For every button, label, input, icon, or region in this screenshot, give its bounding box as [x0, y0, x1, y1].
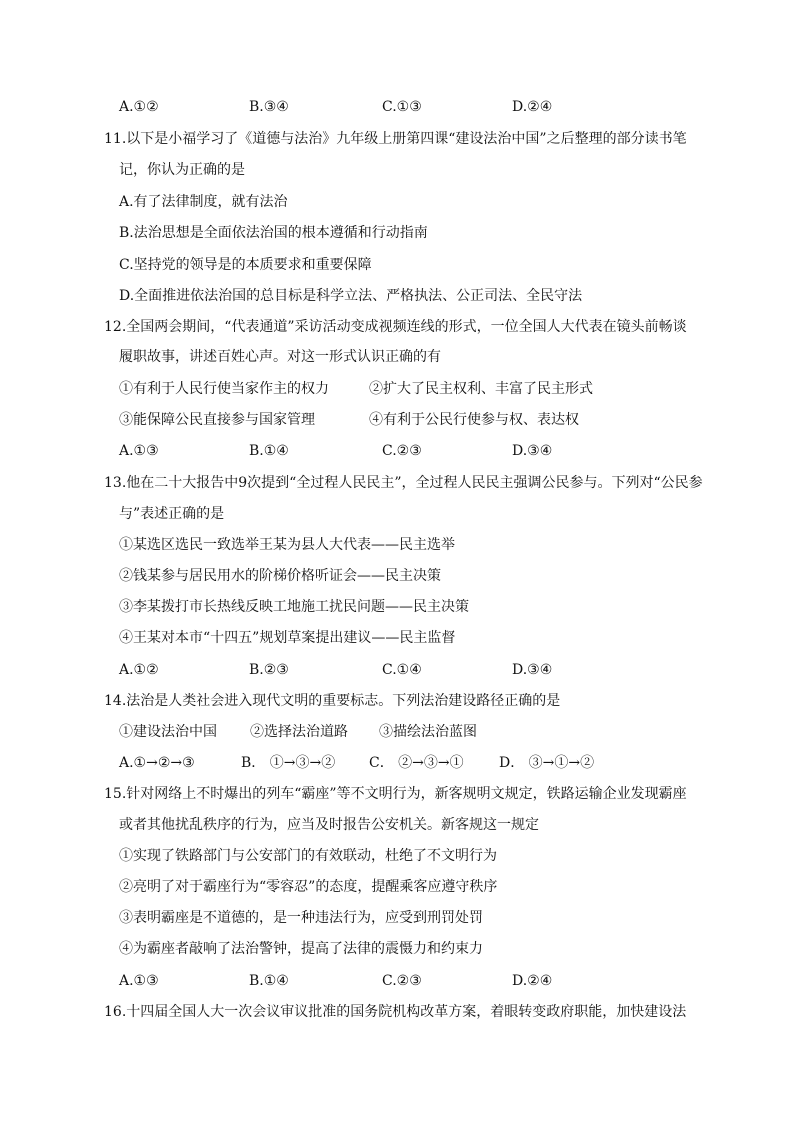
question-11-stem: 11.以下是小福学习了《道德与法治》九年级上册第四课“建设法治中国”之后整理的部分读书笔 [104, 131, 687, 147]
question-15-statement-1: ①实现了铁路部门与公安部门的有效联动，杜绝了不文明行为 [119, 848, 497, 864]
question-12-statements-row1 [119, 379, 679, 399]
question-13-statement-3: ③李某拨打市长热线反映工地施工扰民问题——民主决策 [119, 599, 469, 615]
option-a: A.①→②→③ [119, 755, 195, 771]
option-c: C.②③ [382, 443, 422, 459]
option-d: D.②④ [512, 99, 553, 115]
statement-2: ②扩大了民主权利、丰富了民主形式 [369, 381, 593, 397]
option-c: C.①③ [382, 99, 422, 115]
option-b: B.②③ [249, 662, 289, 678]
option-a: A.①③ [119, 973, 159, 989]
statement-1: ①建设法治中国 [119, 724, 217, 740]
option-a: A.①② [119, 99, 159, 115]
question-14-stem: 14.法治是人类社会进入现代文明的重要标志。下列法治建设路径正确的是 [104, 693, 561, 709]
option-b: B.①④ [249, 973, 289, 989]
question-11-option-b: B.法治思想是全面依法治国的根本遵循和行动指南 [119, 225, 428, 241]
option-d: D． ③→①→② [499, 755, 595, 771]
option-d: D.③④ [512, 662, 553, 678]
statement-4: ④有利于公民行使参与权、表达权 [369, 412, 579, 428]
option-d: D.③④ [512, 443, 553, 459]
question-15-statement-4: ④为霸座者敲响了法治警钟，提高了法律的震慑力和约束力 [119, 941, 483, 957]
question-12-stem-cont: 履职故事，讲述百姓心声。对这一形式认识正确的有 [119, 349, 441, 365]
option-a: A.①② [119, 662, 159, 678]
question-15-options [119, 971, 679, 991]
option-b: B.①④ [249, 443, 289, 459]
question-13-statement-1: ①某选区选民一致选举王某为县人大代表——民主选举 [119, 537, 455, 553]
question-13-options [119, 660, 679, 680]
question-11-option-c: C.坚持党的领导是的本质要求和重要保障 [119, 257, 372, 273]
question-13-statement-4: ④王某对本市“十四五”规划草案提出建议——民主监督 [119, 630, 456, 646]
question-15-stem-cont: 或者其他扰乱秩序的行为，应当及时报告公安机关。新客规这一规定 [119, 817, 539, 833]
option-a: A.①③ [119, 443, 159, 459]
option-c: C． ②→③→① [369, 755, 464, 771]
question-12-stem: 12.全国两会期间，“代表通道”采访活动变成视频连线的形式，一位全国人大代表在镜头前畅谈 [104, 319, 687, 335]
question-15-statement-2: ②亮明了对于霸座行为“零容忍”的态度，提醒乘客应遵守秩序 [119, 879, 498, 895]
option-c: C.②③ [382, 973, 422, 989]
statement-3: ③能保障公民直接参与国家管理 [119, 412, 315, 428]
question-11-stem-cont: 记，你认为正确的是 [119, 162, 245, 178]
question-15-statement-3: ③表明霸座是不道德的，是一种违法行为，应受到刑罚处罚 [119, 910, 483, 926]
option-c: C.①④ [382, 662, 422, 678]
options-row-q10 [119, 97, 679, 117]
question-15-stem: 15.针对网络上不时爆出的列车“霸座”等不文明行为，新客规明文规定，铁路运输企业发现霸座 [104, 786, 687, 802]
statement-2: ②选择法治道路 [250, 724, 348, 740]
question-13-stem: 13.他在二十大报告中9次提到“全过程人民民主”，全过程人民民主强调公民参与。下列对“公民参 [104, 475, 703, 491]
option-d: D.②④ [512, 973, 553, 989]
question-11-option-a: A.有了法律制度，就有法治 [119, 194, 288, 210]
question-12-options [119, 441, 679, 461]
option-b: B.③④ [249, 99, 289, 115]
question-14-options [119, 753, 679, 773]
question-16-stem: 16.十四届全国人大一次会议审议批准的国务院机构改革方案，着眼转变政府职能，加快建设法 [104, 1004, 687, 1020]
question-11-option-d: D.全面推进依法治国的总目标是科学立法、严格执法、公正司法、全民守法 [119, 288, 583, 304]
statement-1: ①有利于人民行使当家作主的权力 [119, 381, 329, 397]
statement-3: ③描绘法治蓝图 [379, 724, 477, 740]
question-13-statement-2: ②钱某参与居民用水的阶梯价格听证会——民主决策 [119, 568, 441, 584]
option-b: B． ①→③→② [241, 755, 336, 771]
question-14-statements [119, 722, 679, 742]
question-13-stem-cont: 与”表述正确的是 [119, 506, 225, 522]
question-12-statements-row2 [119, 410, 679, 430]
